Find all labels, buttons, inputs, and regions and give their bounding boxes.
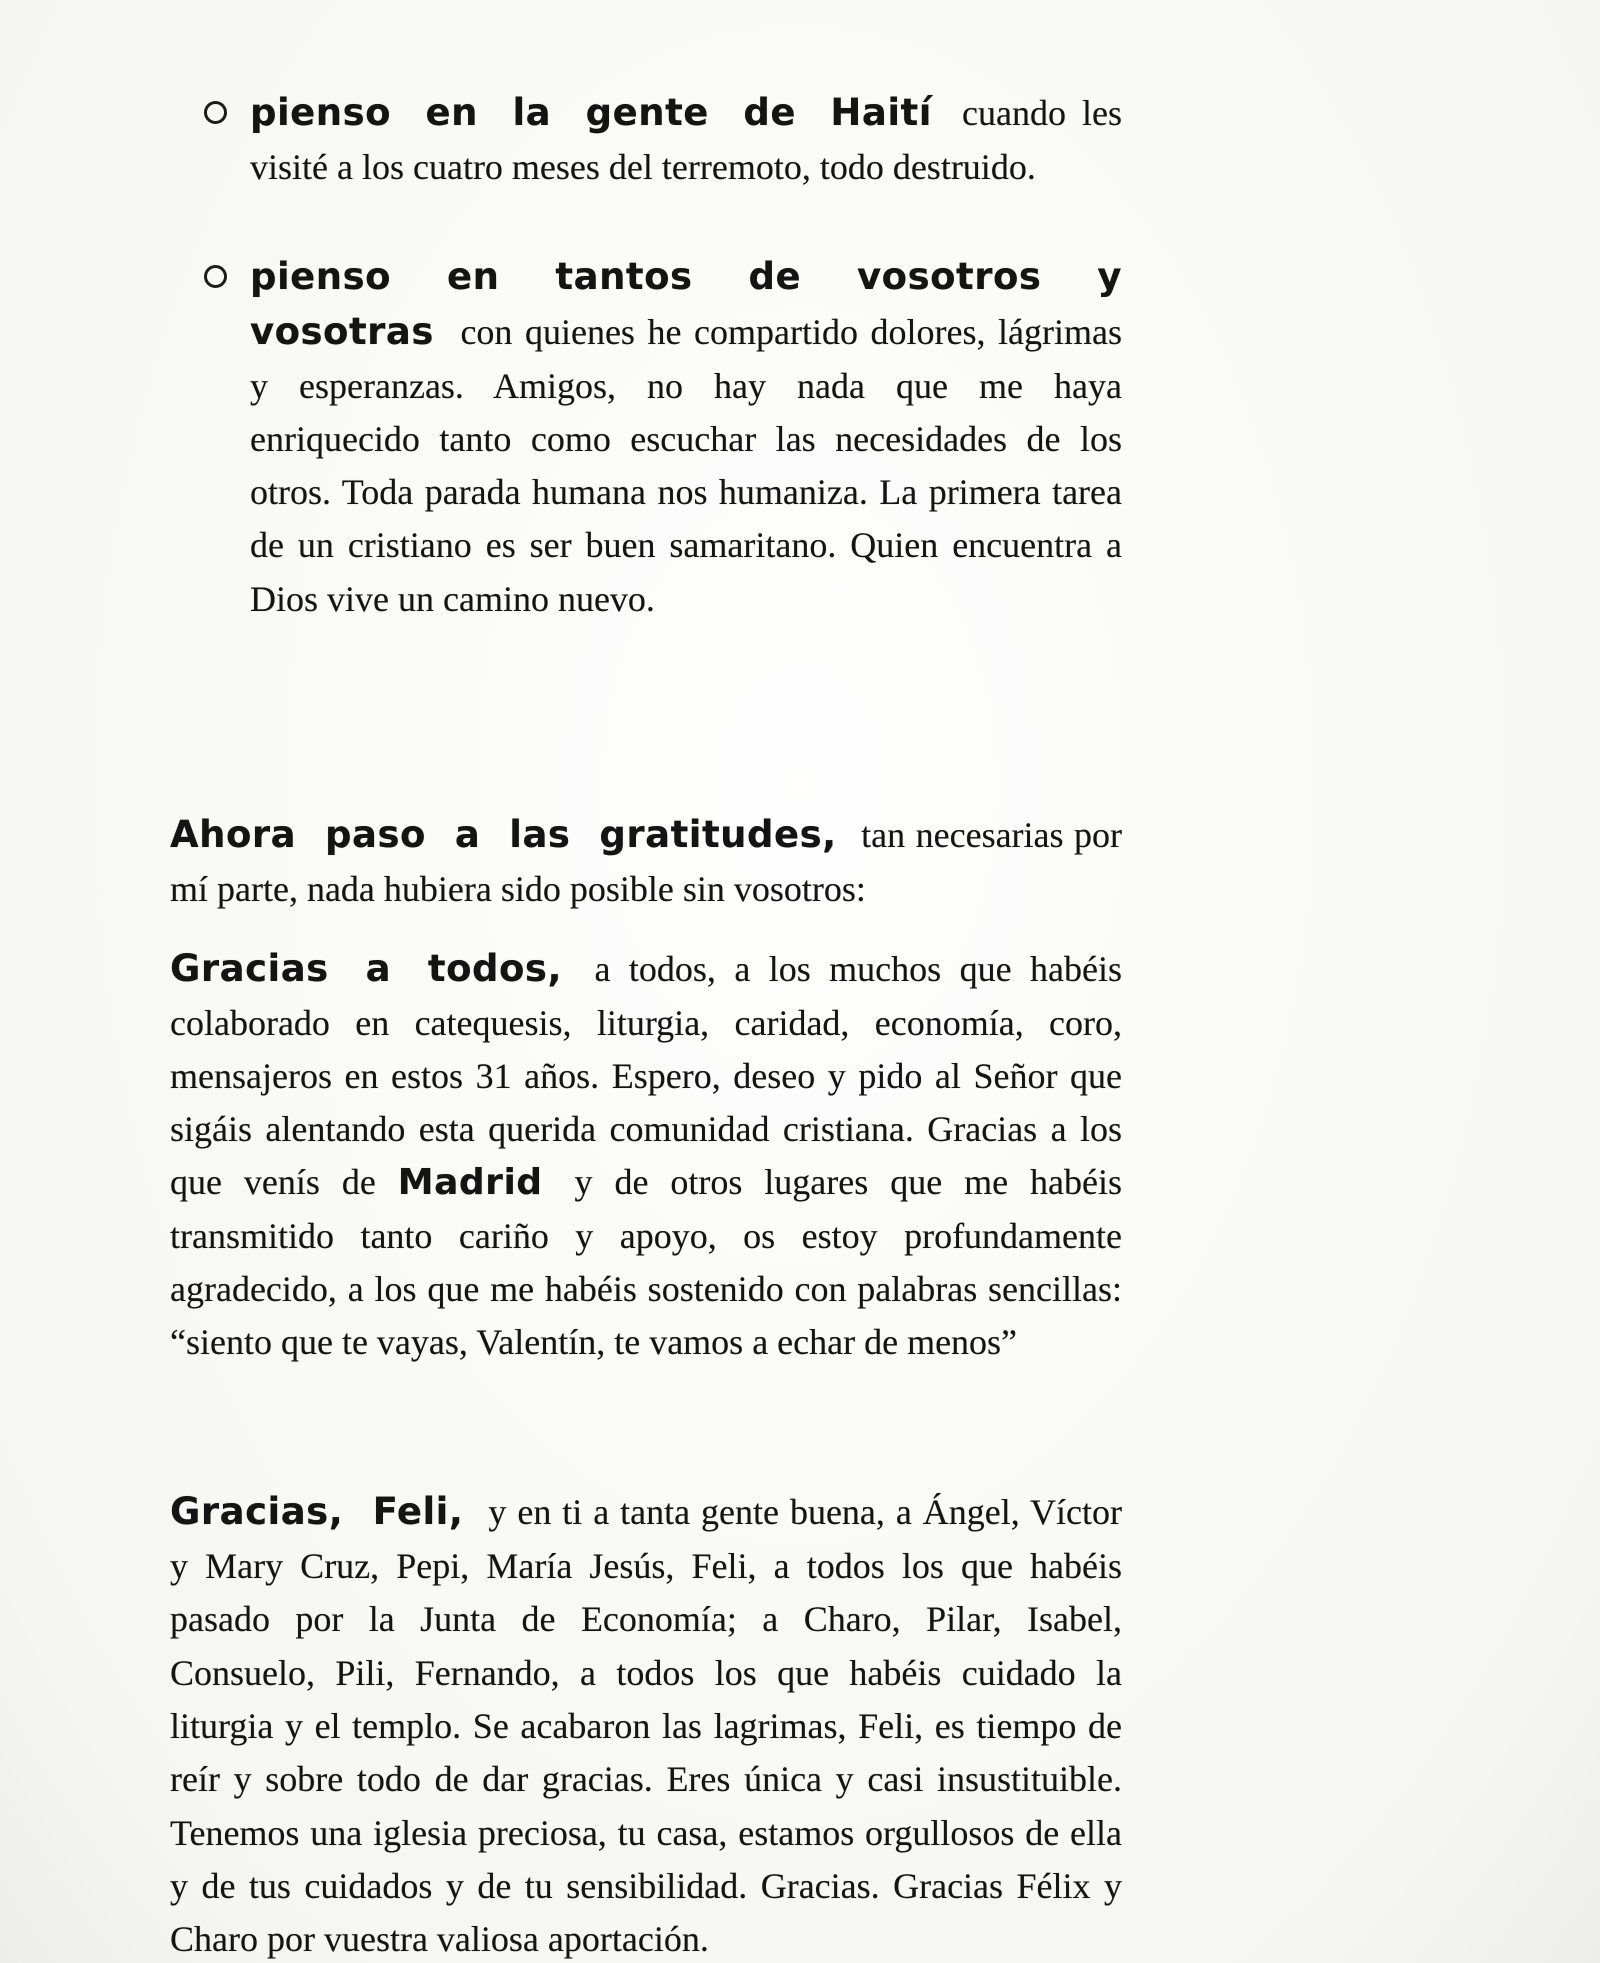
bullet-item-haiti [250, 86, 1122, 194]
paragraph-gratitudes-intro [170, 808, 1122, 916]
paragraph-body-text: tan necesarias por mí parte, nada hubiera sido posible sin vosotros: [170, 814, 1123, 909]
paragraph-body-text: y de otros lugares que me habéis transmitido tanto cariño y apoyo, os estoy profundamente agradecido, a los que me habéis sostenido con palabras sencillas: “siento que te vayas, Valentín, te vamos a echar de menos” [170, 1162, 1123, 1363]
bullet-circle-icon [204, 265, 227, 288]
paragraph-lead-text: Gracias a todos, [170, 946, 563, 990]
paragraph-lead-text: Gracias, Feli, [170, 1490, 464, 1534]
paragraph-gracias-feli [170, 1485, 1122, 1963]
bullet-lead-text: pienso en tantos de vosotros y vosotras [250, 255, 1122, 353]
paragraph-body-text: a todos, a los muchos que habéis colaborado en catequesis, liturgia, caridad, economía, coro, mensajeros en estos 31 años. Espero, deseo y pido al Señor que sigáis alentando esta querida comunidad cristiana. Gracias a los que venís de [170, 948, 1122, 1203]
paragraph-lead-text: Ahora paso a las gratitudes, [170, 812, 837, 856]
bullet-lead-text: pienso en la gente de Haití [250, 91, 932, 134]
paragraph-gracias-a-todos [170, 942, 1122, 1370]
bullet-item-vosotros [250, 250, 1122, 626]
bullet-body-text: cuando les visité a los cuatro meses del terremoto, todo destruido. [250, 93, 1122, 187]
bold-inline-madrid: Madrid [397, 1162, 543, 1204]
bullet-circle-icon [204, 101, 227, 124]
bullet-body-text: con quienes he compartido dolores, lágrimas y esperanzas. Amigos, no hay nada que me haya enriquecido tanto como escuchar las necesidades de los otros. Toda parada humana nos humaniza. La primera tarea de un cristiano es ser buen samaritano. Quien encuentra a Dios vive un camino nuevo. [250, 311, 1122, 619]
paragraph-body-text: y en ti a tanta gente buena, a Ángel, Víctor y Mary Cruz, Pepi, María Jesús, Feli, a todos los que habéis pasado por la Junta de Economía; a Charo, Pilar, Isabel, Consuelo, Pili, Fernando, a todos los que habéis cuidado la liturgia y el templo. Se acabaron las lagrimas, Feli, es tiempo de reír y sobre todo de dar gracias. Eres única y casi insustituible. Tenemos una iglesia preciosa, tu casa, estamos orgullosos de ella y de tus cuidados y de tu sensibilidad. Gracias. Gracias Félix y Charo por vuestra valiosa aportación. [170, 1492, 1123, 1960]
